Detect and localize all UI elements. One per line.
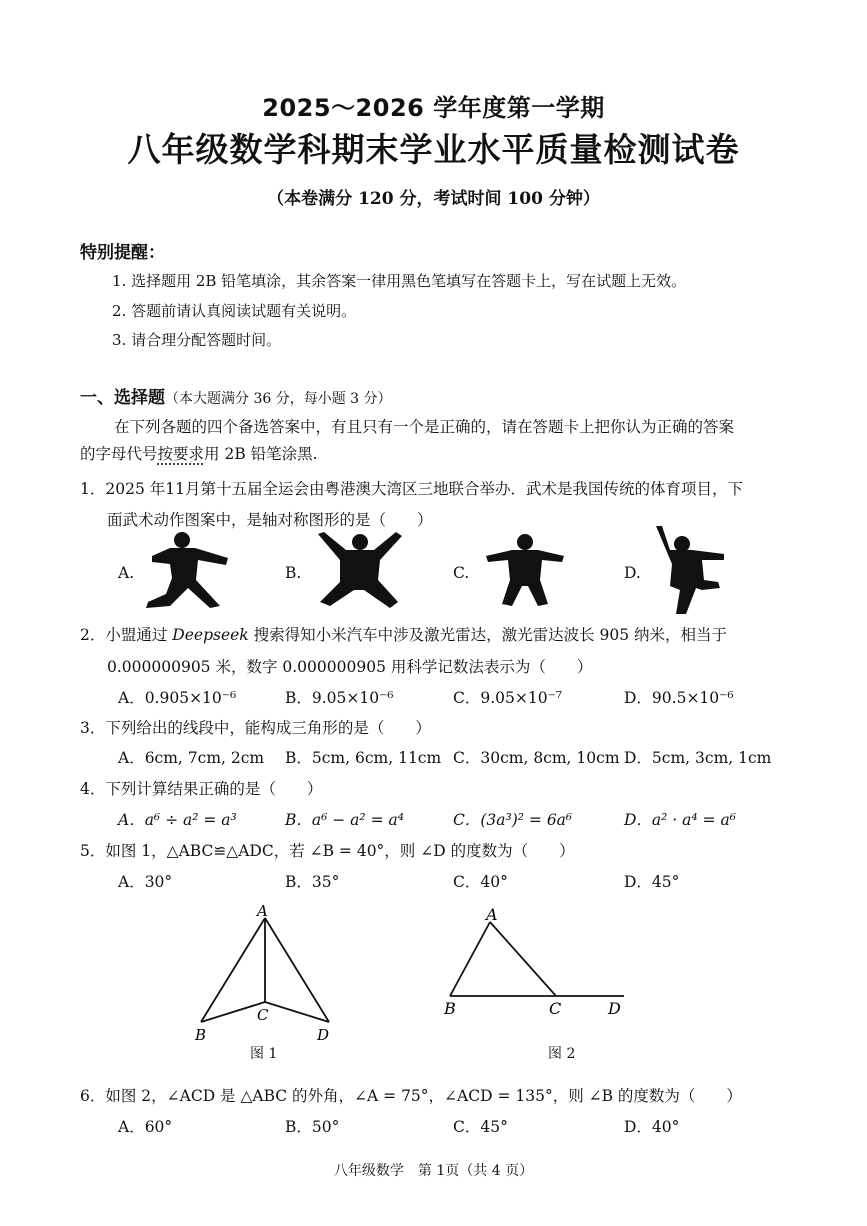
fig2-label-a: A bbox=[486, 905, 498, 924]
question-2-stem: 0.000000905 米，数字 0.000000905 用科学记数法表示为（ ） bbox=[107, 658, 593, 676]
exam-subtitle: （本卷满分 120 分，考试时间 100 分钟） bbox=[267, 189, 600, 209]
option-d-label: D. bbox=[624, 564, 641, 582]
fig2-label-b: B bbox=[444, 999, 456, 1018]
option-d: D．45° bbox=[624, 873, 680, 891]
option-b: B．a⁶ − a² = a⁴ bbox=[285, 811, 404, 829]
instruction-line: 在下列各题的四个备选答案中，有且只有一个是正确的，请在答题卡上把你认为正确的答案 bbox=[114, 418, 735, 436]
exam-title: 八年级数学科期末学业水平质量检测试卷 bbox=[127, 130, 740, 169]
figure-1-diagram bbox=[185, 900, 345, 1050]
question-4-stem: 4．下列计算结果正确的是（ ） bbox=[80, 780, 323, 798]
fig1-label-a: A bbox=[257, 902, 268, 920]
option-b: B．5cm, 6cm, 11cm bbox=[285, 749, 442, 767]
option-c: C．(3a³)² = 6a⁶ bbox=[453, 811, 573, 829]
question-6-stem: 6．如图 2，∠ACD 是 △ABC 的外角，∠A = 75°，∠ACD = 135°，则 ∠B 的度数为（ ） bbox=[80, 1087, 742, 1105]
question-2-part: 2．小盟通过 bbox=[80, 626, 173, 644]
reminder-heading: 特别提醒： bbox=[80, 243, 165, 263]
fig1-label-c: C bbox=[257, 1006, 269, 1024]
question-1-stem: 面武术动作图案中，是轴对称图形的是（ ） bbox=[107, 511, 433, 529]
instruction-emphasis: 按要求 bbox=[157, 445, 205, 463]
section-heading bbox=[80, 383, 392, 408]
option-c: C．9.05×10⁻⁷ bbox=[453, 689, 562, 707]
reminder-item: 2. 答题前请认真阅读试题有关说明。 bbox=[112, 302, 357, 320]
option-b-label: B. bbox=[285, 564, 302, 582]
instruction-part: 的字母代号 bbox=[80, 445, 158, 463]
option-d: D．90.5×10⁻⁶ bbox=[624, 689, 734, 707]
option-c: C．45° bbox=[453, 1118, 508, 1136]
question-2-part: 搜索得知小米汽车中涉及激光雷达，激光雷达波长 905 纳米，相当于 bbox=[248, 626, 728, 644]
page-footer: 八年级数学 第 1页（共 4 页） bbox=[333, 1163, 534, 1179]
figure-1-caption: 图 1 bbox=[250, 1046, 278, 1062]
reminder-item: 3. 请合理分配答题时间。 bbox=[112, 331, 282, 349]
option-a: A．a⁶ ÷ a² = a³ bbox=[118, 811, 237, 829]
section-note: （本大题满分 36 分，每小题 3 分） bbox=[165, 391, 392, 407]
question-3-stem: 3．下列给出的线段中，能构成三角形的是（ ） bbox=[80, 719, 431, 737]
fig2-label-d: D bbox=[608, 999, 621, 1018]
instruction-line bbox=[80, 442, 318, 464]
question-2-stem bbox=[80, 623, 727, 645]
option-a: A．30° bbox=[118, 873, 173, 891]
fig2-label-c: C bbox=[549, 999, 562, 1018]
wushu-figure-d-image bbox=[652, 524, 732, 616]
figure-2-diagram bbox=[440, 900, 640, 1030]
option-d: D．40° bbox=[624, 1118, 680, 1136]
option-d: D．a² · a⁴ = a⁶ bbox=[624, 811, 736, 829]
fig1-label-d: D bbox=[317, 1026, 330, 1044]
option-a: A．60° bbox=[118, 1118, 173, 1136]
option-c: C．40° bbox=[453, 873, 508, 891]
option-a-label: A. bbox=[118, 564, 135, 582]
wushu-figure-a-image bbox=[140, 528, 235, 610]
option-c-label: C. bbox=[453, 564, 470, 582]
instruction-part: 用 2B 铅笔涂黑. bbox=[204, 445, 318, 463]
question-5-stem: 5．如图 1，△ABC≌△ADC，若 ∠B = 40°，则 ∠D 的度数为（ ） bbox=[80, 842, 575, 860]
option-c: C．30cm, 8cm, 10cm bbox=[453, 749, 620, 767]
option-b: B．50° bbox=[285, 1118, 340, 1136]
option-a: A．0.905×10⁻⁶ bbox=[118, 689, 237, 707]
option-b: B．9.05×10⁻⁶ bbox=[285, 689, 394, 707]
option-a: A．6cm, 7cm, 2cm bbox=[118, 749, 265, 767]
wushu-figure-b-image bbox=[314, 528, 404, 610]
option-b: B．35° bbox=[285, 873, 340, 891]
option-d: D．5cm, 3cm, 1cm bbox=[624, 749, 772, 767]
wushu-figure-c-image bbox=[484, 530, 566, 610]
section-title: 一、选择题 bbox=[80, 388, 165, 408]
fig1-label-b: B bbox=[195, 1026, 207, 1044]
reminder-item: 1. 选择题用 2B 铅笔填涂，其余答案一律用黑色笔填写在答题卡上，写在试题上无效。 bbox=[112, 272, 687, 290]
question-2-deepseek: Deepseek bbox=[172, 626, 249, 644]
question-1-stem: 1．2025 年11月第十五届全运会由粤港澳大湾区三地联合举办．武术是我国传统的体育项目，下 bbox=[80, 480, 743, 498]
exam-year-line: 2025～2026 学年度第一学期 bbox=[262, 94, 605, 122]
figure-2-caption: 图 2 bbox=[548, 1046, 576, 1062]
